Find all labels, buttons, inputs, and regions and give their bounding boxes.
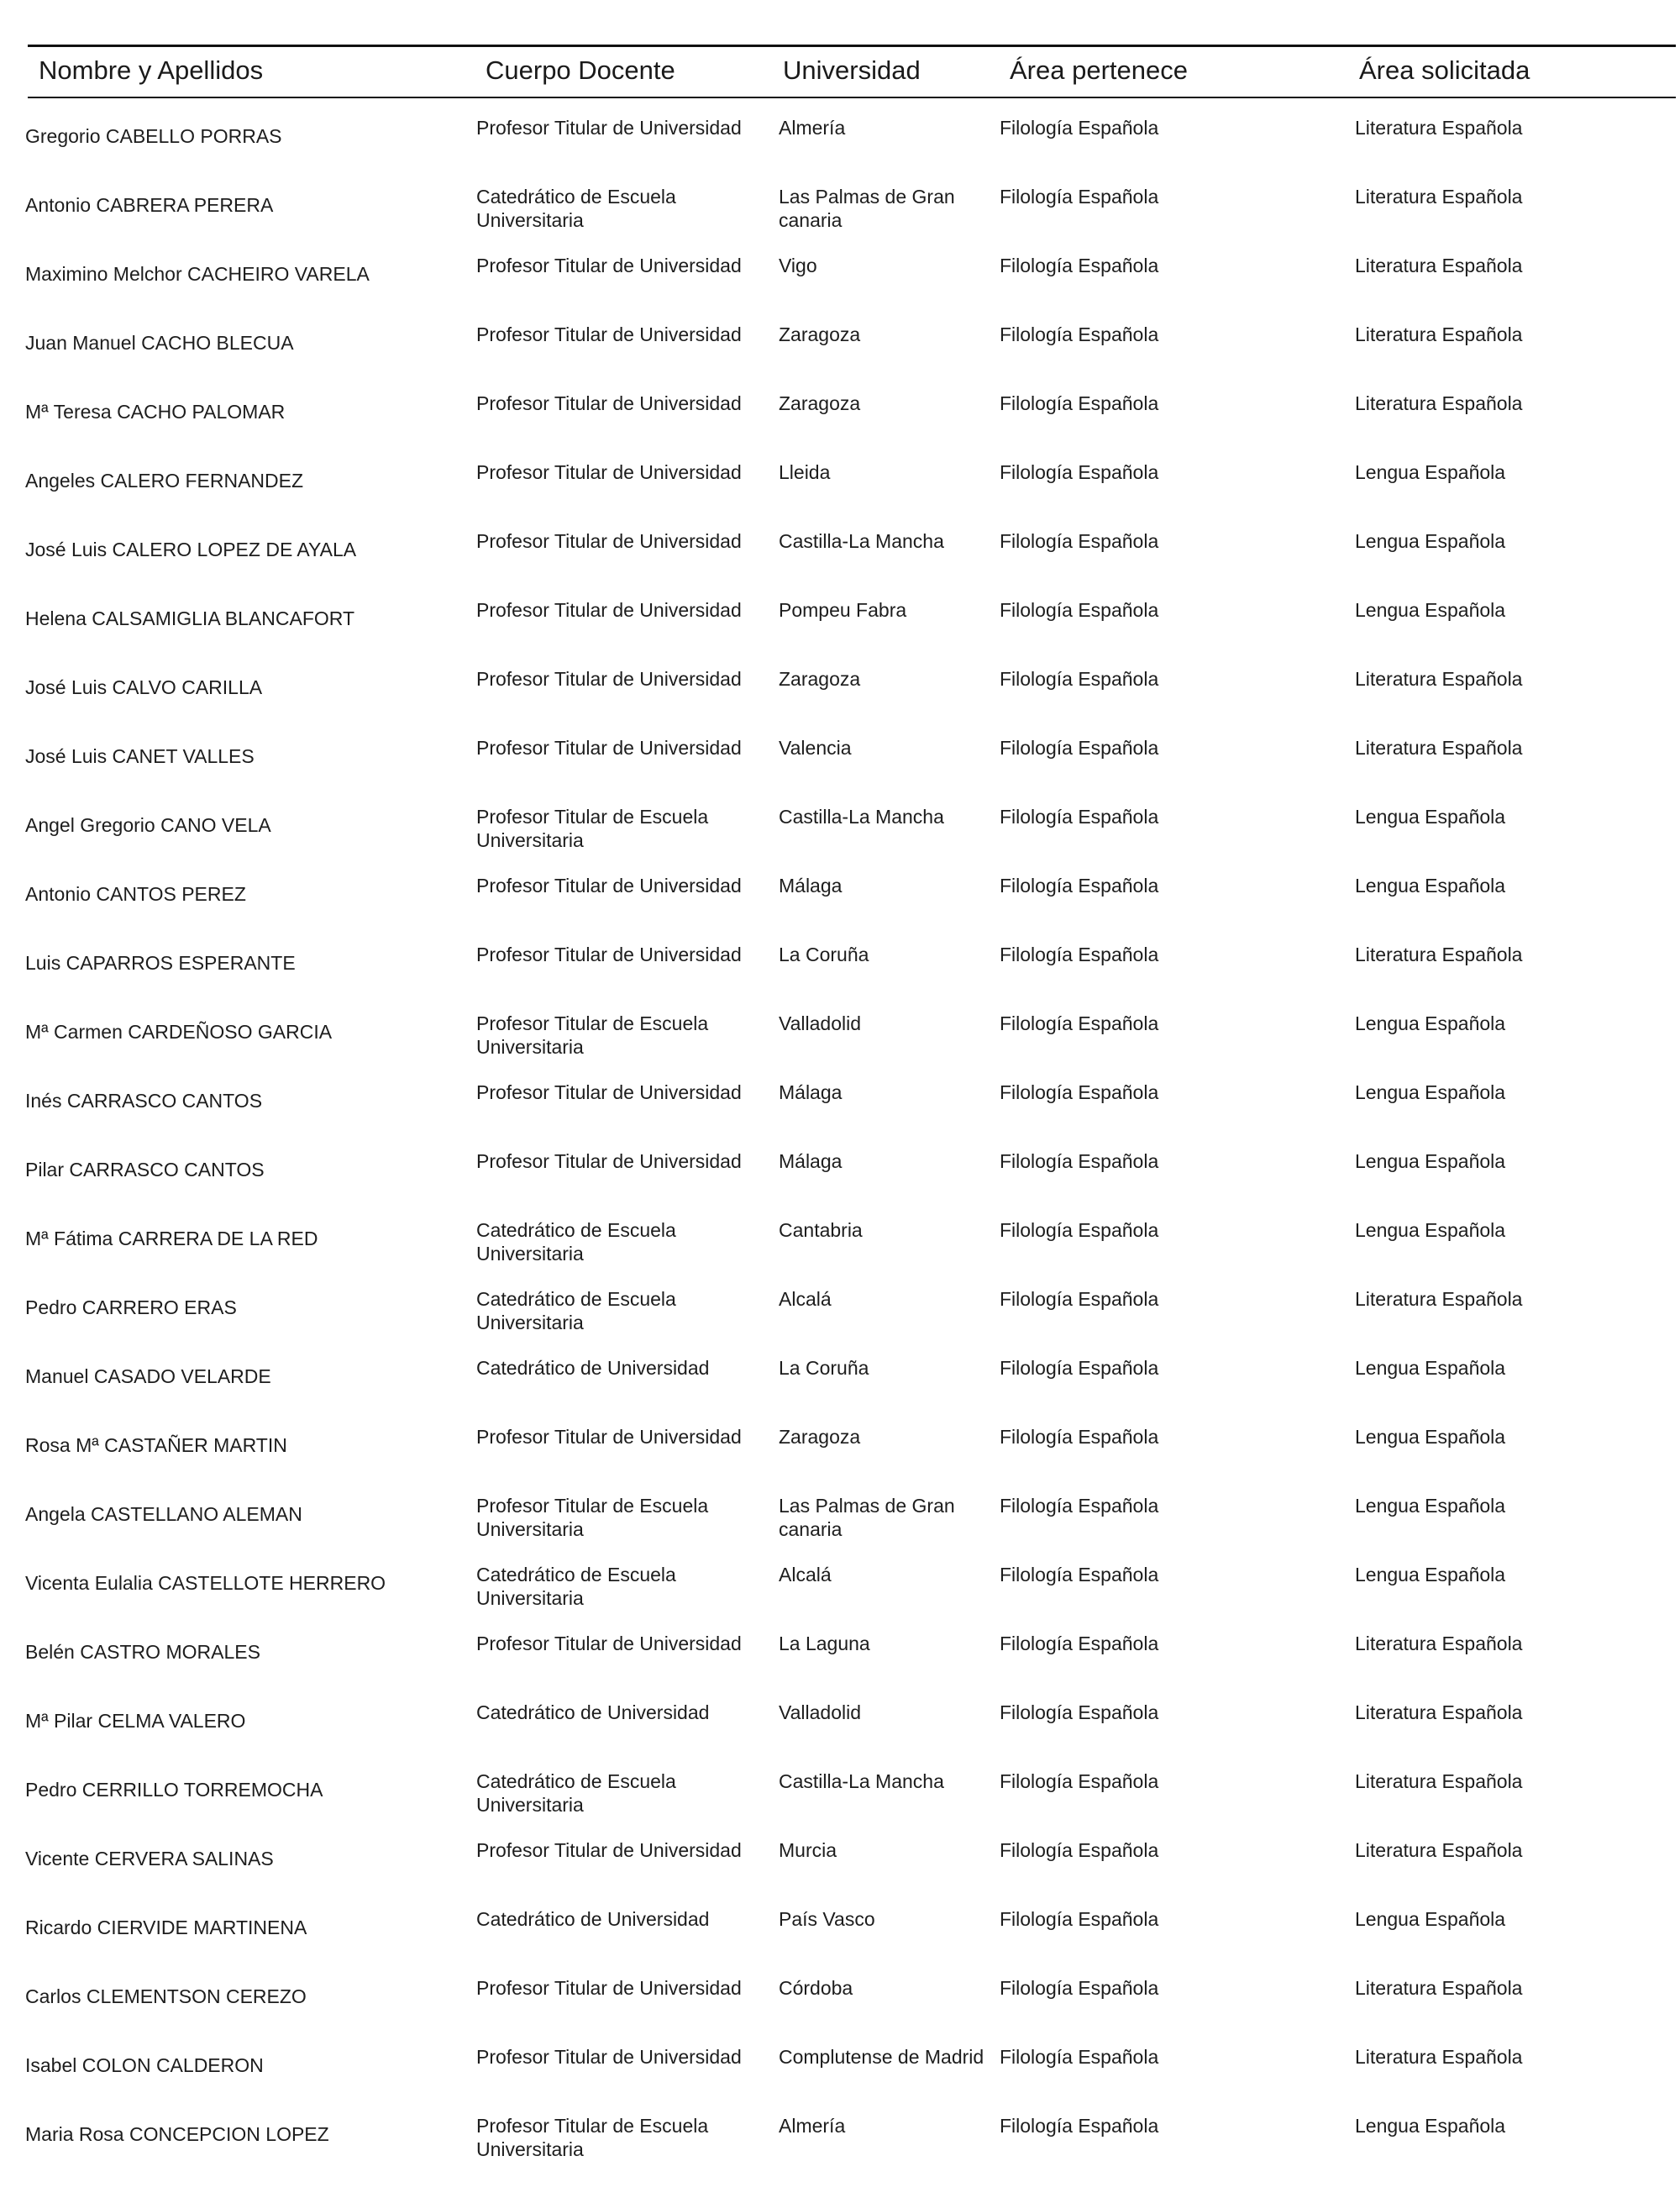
cell-cuerpo: Catedrático de Escuela Universitaria: [476, 186, 676, 231]
cell-universidad: Almería: [779, 117, 846, 139]
table-row: [0, 943, 1680, 1010]
table-row: [0, 254, 1680, 321]
cell-cuerpo: Profesor Titular de Universidad: [476, 1977, 742, 1999]
cell-universidad: La Coruña: [779, 1357, 869, 1379]
cell-universidad: Córdoba: [779, 1977, 853, 1999]
cell-cuerpo: Profesor Titular de Universidad: [476, 1426, 742, 1448]
cell-nombre: Vicente CERVERA SALINAS: [25, 1848, 274, 1869]
cell-area-solicitada: Lengua Española: [1355, 2115, 1506, 2137]
cell-universidad: Zaragoza: [779, 323, 861, 345]
table-row: [0, 874, 1680, 941]
cell-nombre: Pilar CARRASCO CANTOS: [25, 1159, 265, 1181]
cell-nombre: Mª Teresa CACHO PALOMAR: [25, 401, 286, 423]
table-row: [0, 1494, 1680, 1561]
cell-area-pertenece: Filología Española: [1000, 461, 1159, 483]
table-row: [0, 1907, 1680, 1975]
cell-area-solicitada: Lengua Española: [1355, 1219, 1506, 1241]
cell-cuerpo: Profesor Titular de Universidad: [476, 668, 742, 690]
cell-nombre: Mª Carmen CARDEÑOSO GARCIA: [25, 1021, 333, 1043]
header-universidad: Universidad: [783, 55, 921, 85]
cell-area-solicitada: Literatura Española: [1355, 944, 1523, 965]
cell-universidad: Cantabria: [779, 1219, 863, 1241]
table-row: [0, 1425, 1680, 1492]
cell-cuerpo: Profesor Titular de Universidad: [476, 1633, 742, 1654]
cell-area-pertenece: Filología Española: [1000, 186, 1159, 208]
table-row: [0, 1287, 1680, 1354]
cell-cuerpo: Profesor Titular de Universidad: [476, 1081, 742, 1103]
cell-cuerpo: Catedrático de Escuela Universitaria: [476, 1770, 676, 1816]
cell-nombre: Carlos CLEMENTSON CEREZO: [25, 1985, 307, 2007]
cell-nombre: Mª Fátima CARRERA DE LA RED: [25, 1228, 318, 1249]
table-row: [0, 736, 1680, 803]
cell-area-pertenece: Filología Española: [1000, 1977, 1159, 1999]
cell-area-solicitada: Lengua Española: [1355, 461, 1506, 483]
cell-nombre: Angel Gregorio CANO VELA: [25, 814, 271, 836]
table-row: [0, 1838, 1680, 1906]
table-row: [0, 1081, 1680, 1148]
cell-nombre: Pedro CERRILLO TORREMOCHA: [25, 1779, 323, 1801]
table-row: [0, 1976, 1680, 2043]
cell-area-solicitada: Literatura Española: [1355, 255, 1523, 276]
cell-area-pertenece: Filología Española: [1000, 255, 1159, 276]
cell-universidad: Valencia: [779, 737, 852, 759]
cell-nombre: José Luis CALVO CARILLA: [25, 676, 263, 698]
cell-universidad: Málaga: [779, 1150, 843, 1172]
cell-cuerpo: Profesor Titular de Universidad: [476, 392, 742, 414]
cell-area-pertenece: Filología Española: [1000, 1219, 1159, 1241]
table-row: [0, 1701, 1680, 1768]
cell-area-solicitada: Lengua Española: [1355, 530, 1506, 552]
cell-area-pertenece: Filología Española: [1000, 1701, 1159, 1723]
cell-universidad: Málaga: [779, 1081, 843, 1103]
cell-cuerpo: Catedrático de Escuela Universitaria: [476, 1219, 676, 1265]
table-row: [0, 1563, 1680, 1630]
cell-cuerpo: Profesor Titular de Escuela Universitaria: [476, 1495, 709, 1540]
cell-cuerpo: Profesor Titular de Escuela Universitaria: [476, 2115, 709, 2160]
cell-nombre: Belén CASTRO MORALES: [25, 1641, 260, 1663]
cell-universidad: Las Palmas de Gran canaria: [779, 1495, 955, 1540]
cell-area-pertenece: Filología Española: [1000, 117, 1159, 139]
cell-area-pertenece: Filología Española: [1000, 737, 1159, 759]
table-row: [0, 529, 1680, 597]
cell-nombre: Luis CAPARROS ESPERANTE: [25, 952, 296, 974]
table-row: [0, 667, 1680, 734]
cell-area-pertenece: Filología Española: [1000, 1633, 1159, 1654]
cell-cuerpo: Profesor Titular de Universidad: [476, 117, 742, 139]
table-row: [0, 323, 1680, 390]
cell-universidad: Castilla-La Mancha: [779, 1770, 944, 1792]
cell-nombre: Antonio CANTOS PEREZ: [25, 883, 246, 905]
cell-cuerpo: Catedrático de Universidad: [476, 1908, 710, 1930]
cell-area-solicitada: Literatura Española: [1355, 392, 1523, 414]
cell-area-pertenece: Filología Española: [1000, 392, 1159, 414]
cell-area-solicitada: Lengua Española: [1355, 1357, 1506, 1379]
cell-area-solicitada: Literatura Española: [1355, 2046, 1523, 2068]
cell-nombre: Helena CALSAMIGLIA BLANCAFORT: [25, 607, 354, 629]
cell-area-solicitada: Literatura Española: [1355, 737, 1523, 759]
header-nombre: Nombre y Apellidos: [39, 55, 264, 85]
cell-area-solicitada: Literatura Española: [1355, 1839, 1523, 1861]
header-area-solicitada: Área solicitada: [1359, 55, 1530, 85]
cell-universidad: La Laguna: [779, 1633, 870, 1654]
cell-nombre: Vicenta Eulalia CASTELLOTE HERRERO: [25, 1572, 386, 1594]
table-row: [0, 460, 1680, 528]
cell-area-solicitada: Literatura Española: [1355, 323, 1523, 345]
cell-cuerpo: Profesor Titular de Universidad: [476, 2046, 742, 2068]
cell-nombre: José Luis CALERO LOPEZ DE AYALA: [25, 539, 357, 560]
cell-area-solicitada: Literatura Española: [1355, 186, 1523, 208]
cell-area-solicitada: Lengua Española: [1355, 1150, 1506, 1172]
cell-nombre: Ricardo CIERVIDE MARTINENA: [25, 1917, 307, 1938]
cell-universidad: Castilla-La Mancha: [779, 530, 944, 552]
cell-area-solicitada: Lengua Española: [1355, 599, 1506, 621]
cell-area-solicitada: Lengua Española: [1355, 1012, 1506, 1034]
table-row: [0, 1218, 1680, 1286]
cell-universidad: Castilla-La Mancha: [779, 806, 944, 828]
table-row: [0, 1012, 1680, 1079]
table-row: [0, 805, 1680, 872]
cell-cuerpo: Profesor Titular de Escuela Universitaria: [476, 806, 709, 851]
cell-area-pertenece: Filología Española: [1000, 323, 1159, 345]
cell-universidad: Lleida: [779, 461, 831, 483]
cell-universidad: Pompeu Fabra: [779, 599, 907, 621]
cell-cuerpo: Catedrático de Universidad: [476, 1357, 710, 1379]
table-row: [0, 598, 1680, 665]
cell-universidad: Valladolid: [779, 1701, 862, 1723]
cell-universidad: Zaragoza: [779, 392, 861, 414]
cell-area-solicitada: Lengua Española: [1355, 1495, 1506, 1517]
cell-nombre: Pedro CARRERO ERAS: [25, 1296, 237, 1318]
cell-area-solicitada: Literatura Española: [1355, 668, 1523, 690]
cell-universidad: Zaragoza: [779, 1426, 861, 1448]
cell-area-pertenece: Filología Española: [1000, 599, 1159, 621]
table-row: [0, 1356, 1680, 1423]
cell-area-pertenece: Filología Española: [1000, 1288, 1159, 1310]
cell-area-pertenece: Filología Española: [1000, 806, 1159, 828]
cell-area-pertenece: Filología Española: [1000, 668, 1159, 690]
cell-universidad: Málaga: [779, 875, 843, 897]
cell-cuerpo: Catedrático de Escuela Universitaria: [476, 1564, 676, 1609]
cell-area-pertenece: Filología Española: [1000, 1495, 1159, 1517]
cell-area-pertenece: Filología Española: [1000, 1839, 1159, 1861]
cell-area-pertenece: Filología Española: [1000, 1564, 1159, 1585]
cell-nombre: Rosa Mª CASTAÑER MARTIN: [25, 1434, 287, 1456]
cell-area-pertenece: Filología Española: [1000, 530, 1159, 552]
cell-nombre: Angeles CALERO FERNANDEZ: [25, 470, 304, 492]
table-row: [0, 1769, 1680, 1837]
cell-cuerpo: Profesor Titular de Universidad: [476, 875, 742, 897]
cell-nombre: Inés CARRASCO CANTOS: [25, 1090, 263, 1112]
cell-nombre: Isabel COLON CALDERON: [25, 2054, 264, 2076]
cell-cuerpo: Profesor Titular de Universidad: [476, 255, 742, 276]
cell-area-solicitada: Lengua Española: [1355, 875, 1506, 897]
cell-area-solicitada: Lengua Española: [1355, 806, 1506, 828]
table-row: [0, 1632, 1680, 1699]
cell-nombre: Maximino Melchor CACHEIRO VARELA: [25, 263, 370, 285]
cell-area-pertenece: Filología Española: [1000, 1150, 1159, 1172]
cell-universidad: Zaragoza: [779, 668, 861, 690]
cell-nombre: Maria Rosa CONCEPCION LOPEZ: [25, 2123, 329, 2145]
cell-nombre: Manuel CASADO VELARDE: [25, 1365, 271, 1387]
cell-area-pertenece: Filología Española: [1000, 1081, 1159, 1103]
cell-cuerpo: Profesor Titular de Universidad: [476, 737, 742, 759]
cell-cuerpo: Profesor Titular de Universidad: [476, 530, 742, 552]
cell-cuerpo: Profesor Titular de Universidad: [476, 1839, 742, 1861]
cell-area-pertenece: Filología Española: [1000, 1012, 1159, 1034]
cell-universidad: Vigo: [779, 255, 817, 276]
cell-area-pertenece: Filología Española: [1000, 1426, 1159, 1448]
cell-area-solicitada: Literatura Española: [1355, 1288, 1523, 1310]
cell-area-solicitada: Literatura Española: [1355, 1701, 1523, 1723]
cell-universidad: Las Palmas de Gran canaria: [779, 186, 955, 231]
cell-universidad: Alcalá: [779, 1288, 832, 1310]
cell-cuerpo: Catedrático de Escuela Universitaria: [476, 1288, 676, 1333]
cell-cuerpo: Profesor Titular de Universidad: [476, 461, 742, 483]
cell-cuerpo: Profesor Titular de Escuela Universitaria: [476, 1012, 709, 1058]
cell-area-solicitada: Lengua Española: [1355, 1908, 1506, 1930]
header-area-pertenece: Área pertenece: [1010, 55, 1188, 85]
cell-universidad: Murcia: [779, 1839, 837, 1861]
cell-nombre: Juan Manuel CACHO BLECUA: [25, 332, 294, 354]
cell-nombre: Gregorio CABELLO PORRAS: [25, 125, 282, 147]
cell-universidad: Almería: [779, 2115, 846, 2137]
cell-nombre: Antonio CABRERA PERERA: [25, 194, 274, 216]
cell-nombre: Mª Pilar CELMA VALERO: [25, 1710, 246, 1732]
cell-universidad: La Coruña: [779, 944, 869, 965]
cell-universidad: País Vasco: [779, 1908, 875, 1930]
cell-area-solicitada: Lengua Española: [1355, 1426, 1506, 1448]
table-row: [0, 2045, 1680, 2112]
cell-area-solicitada: Literatura Española: [1355, 117, 1523, 139]
cell-cuerpo: Profesor Titular de Universidad: [476, 1150, 742, 1172]
cell-area-pertenece: Filología Española: [1000, 2115, 1159, 2137]
cell-area-solicitada: Lengua Española: [1355, 1081, 1506, 1103]
cell-area-solicitada: Literatura Española: [1355, 1633, 1523, 1654]
cell-area-pertenece: Filología Española: [1000, 2046, 1159, 2068]
table-row: [0, 392, 1680, 459]
cell-universidad: Alcalá: [779, 1564, 832, 1585]
cell-area-solicitada: Lengua Española: [1355, 1564, 1506, 1585]
cell-cuerpo: Catedrático de Universidad: [476, 1701, 710, 1723]
cell-area-pertenece: Filología Española: [1000, 1908, 1159, 1930]
header-cuerpo: Cuerpo Docente: [486, 55, 675, 85]
cell-area-pertenece: Filología Española: [1000, 875, 1159, 897]
table-row: [0, 1149, 1680, 1217]
cell-area-solicitada: Literatura Española: [1355, 1770, 1523, 1792]
cell-nombre: José Luis CANET VALLES: [25, 745, 255, 767]
table-row: [0, 2114, 1680, 2181]
cell-nombre: Angela CASTELLANO ALEMAN: [25, 1503, 302, 1525]
cell-cuerpo: Profesor Titular de Universidad: [476, 323, 742, 345]
cell-area-pertenece: Filología Española: [1000, 1357, 1159, 1379]
cell-universidad: Complutense de Madrid: [779, 2046, 984, 2068]
table-row: [0, 185, 1680, 252]
cell-universidad: Valladolid: [779, 1012, 862, 1034]
cell-cuerpo: Profesor Titular de Universidad: [476, 944, 742, 965]
cell-area-pertenece: Filología Española: [1000, 1770, 1159, 1792]
table-row: [0, 116, 1680, 183]
cell-cuerpo: Profesor Titular de Universidad: [476, 599, 742, 621]
cell-area-solicitada: Literatura Española: [1355, 1977, 1523, 1999]
cell-area-pertenece: Filología Española: [1000, 944, 1159, 965]
